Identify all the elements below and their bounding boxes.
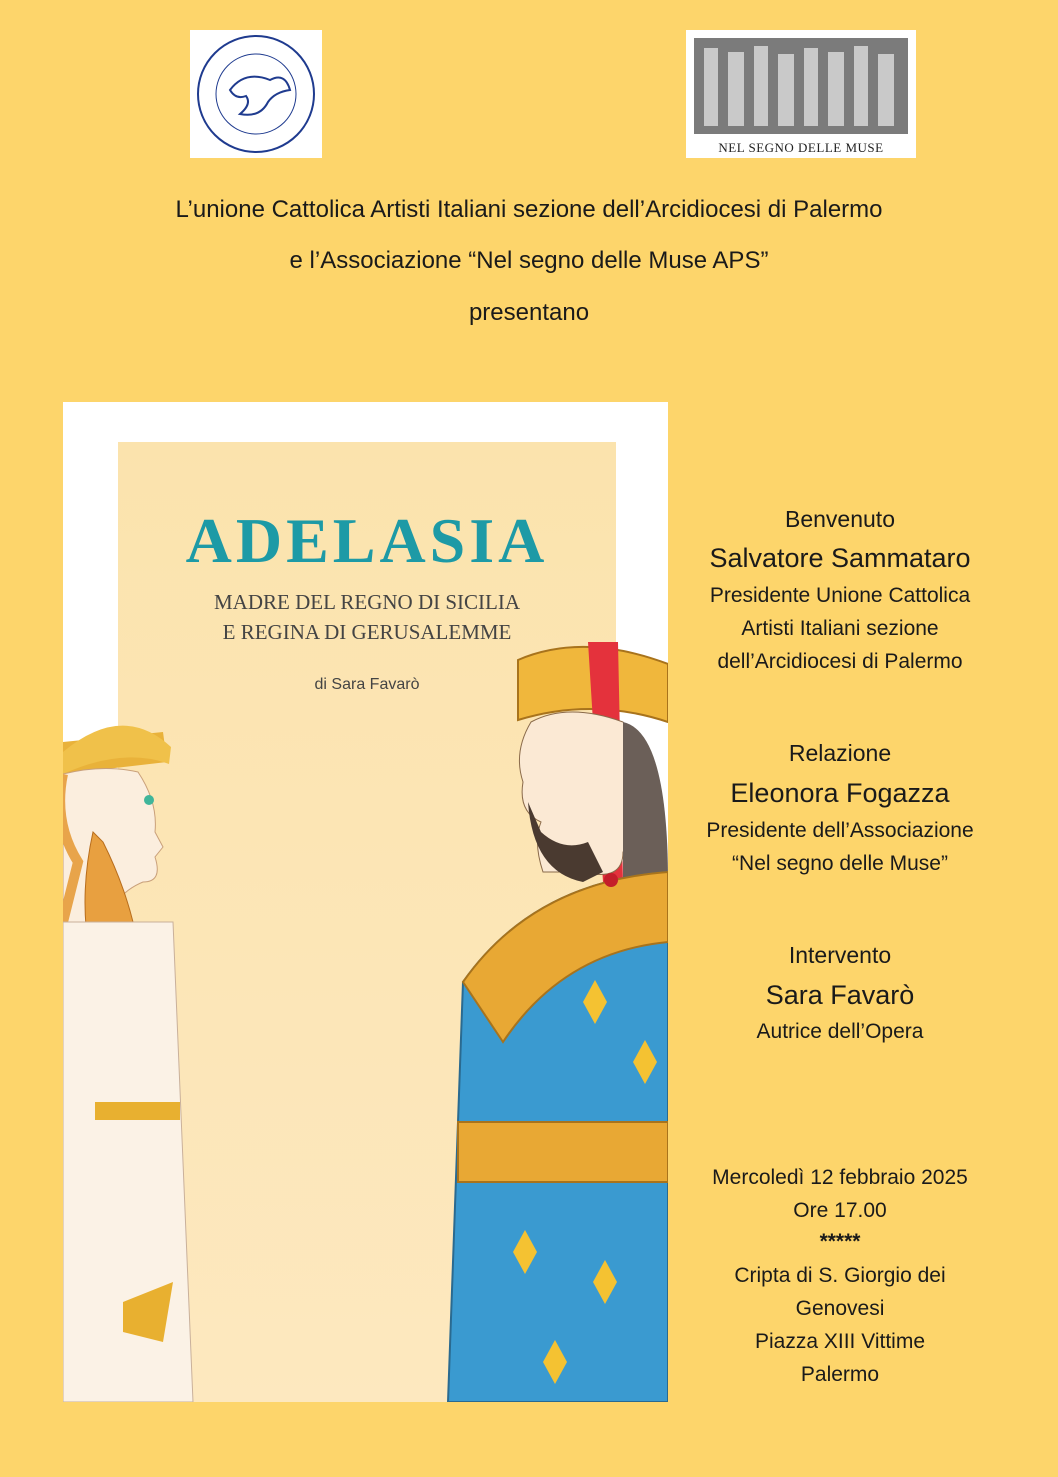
intro-line-1: L’unione Cattolica Artisti Italiani sezione dell’Arcidiocesi di Palermo (175, 196, 883, 223)
intro-presentano: presentano (468, 299, 590, 326)
talk-role-1: Presidente dell’Associazione (706, 819, 974, 842)
book-subtitle-2: E REGINA DI GERUSALEMME (222, 620, 512, 644)
welcome-role-1: Presidente Unione Cattolica (709, 584, 971, 607)
welcome-label: Benvenuto (785, 506, 895, 532)
event-venue-4: Palermo (800, 1363, 880, 1386)
sarcophagus-relief-image (694, 38, 908, 134)
talk-name: Eleonora Fogazza (730, 778, 950, 808)
book-subtitle-1: MADRE DEL REGNO DI SICILIA (213, 590, 521, 614)
king-figure-icon (448, 642, 668, 1402)
welcome-name: Salvatore Sammataro (709, 543, 971, 573)
event-time: Ore 17.00 (793, 1199, 887, 1222)
book-title: ADELASIA (185, 505, 549, 576)
welcome-role-3: dell’Arcidiocesi di Palermo (717, 650, 963, 673)
event-venue-3: Piazza XIII Vittime (754, 1330, 925, 1353)
event-venue-1: Cripta di S. Giorgio dei (734, 1264, 946, 1287)
book-author: di Sara Favarò (314, 676, 420, 693)
speech-name: Sara Favarò (765, 980, 915, 1010)
queen-figure-icon (63, 726, 193, 1402)
dove-seal-icon (190, 30, 322, 158)
talk-label: Relazione (788, 740, 892, 766)
intro-line-2: e l’Associazione “Nel segno delle Muse APS” (289, 247, 769, 274)
talk-role-2: “Nel segno delle Muse” (732, 852, 948, 875)
queen-king-illustration (63, 402, 668, 1402)
event-date: Mercoledì 12 febbraio 2025 (712, 1166, 968, 1189)
logo-caption: NEL SEGNO DELLE MUSE (718, 140, 884, 155)
book-cover (63, 402, 668, 1402)
welcome-role-2: Artisti Italiani sezione (741, 617, 939, 640)
speech-role: Autrice dell’Opera (756, 1020, 924, 1043)
nel-segno-delle-muse-logo (686, 30, 916, 158)
ucai-logo (190, 30, 322, 158)
event-venue-2: Genovesi (795, 1297, 885, 1320)
event-separator: ***** (819, 1230, 861, 1253)
speech-label: Intervento (788, 942, 892, 968)
